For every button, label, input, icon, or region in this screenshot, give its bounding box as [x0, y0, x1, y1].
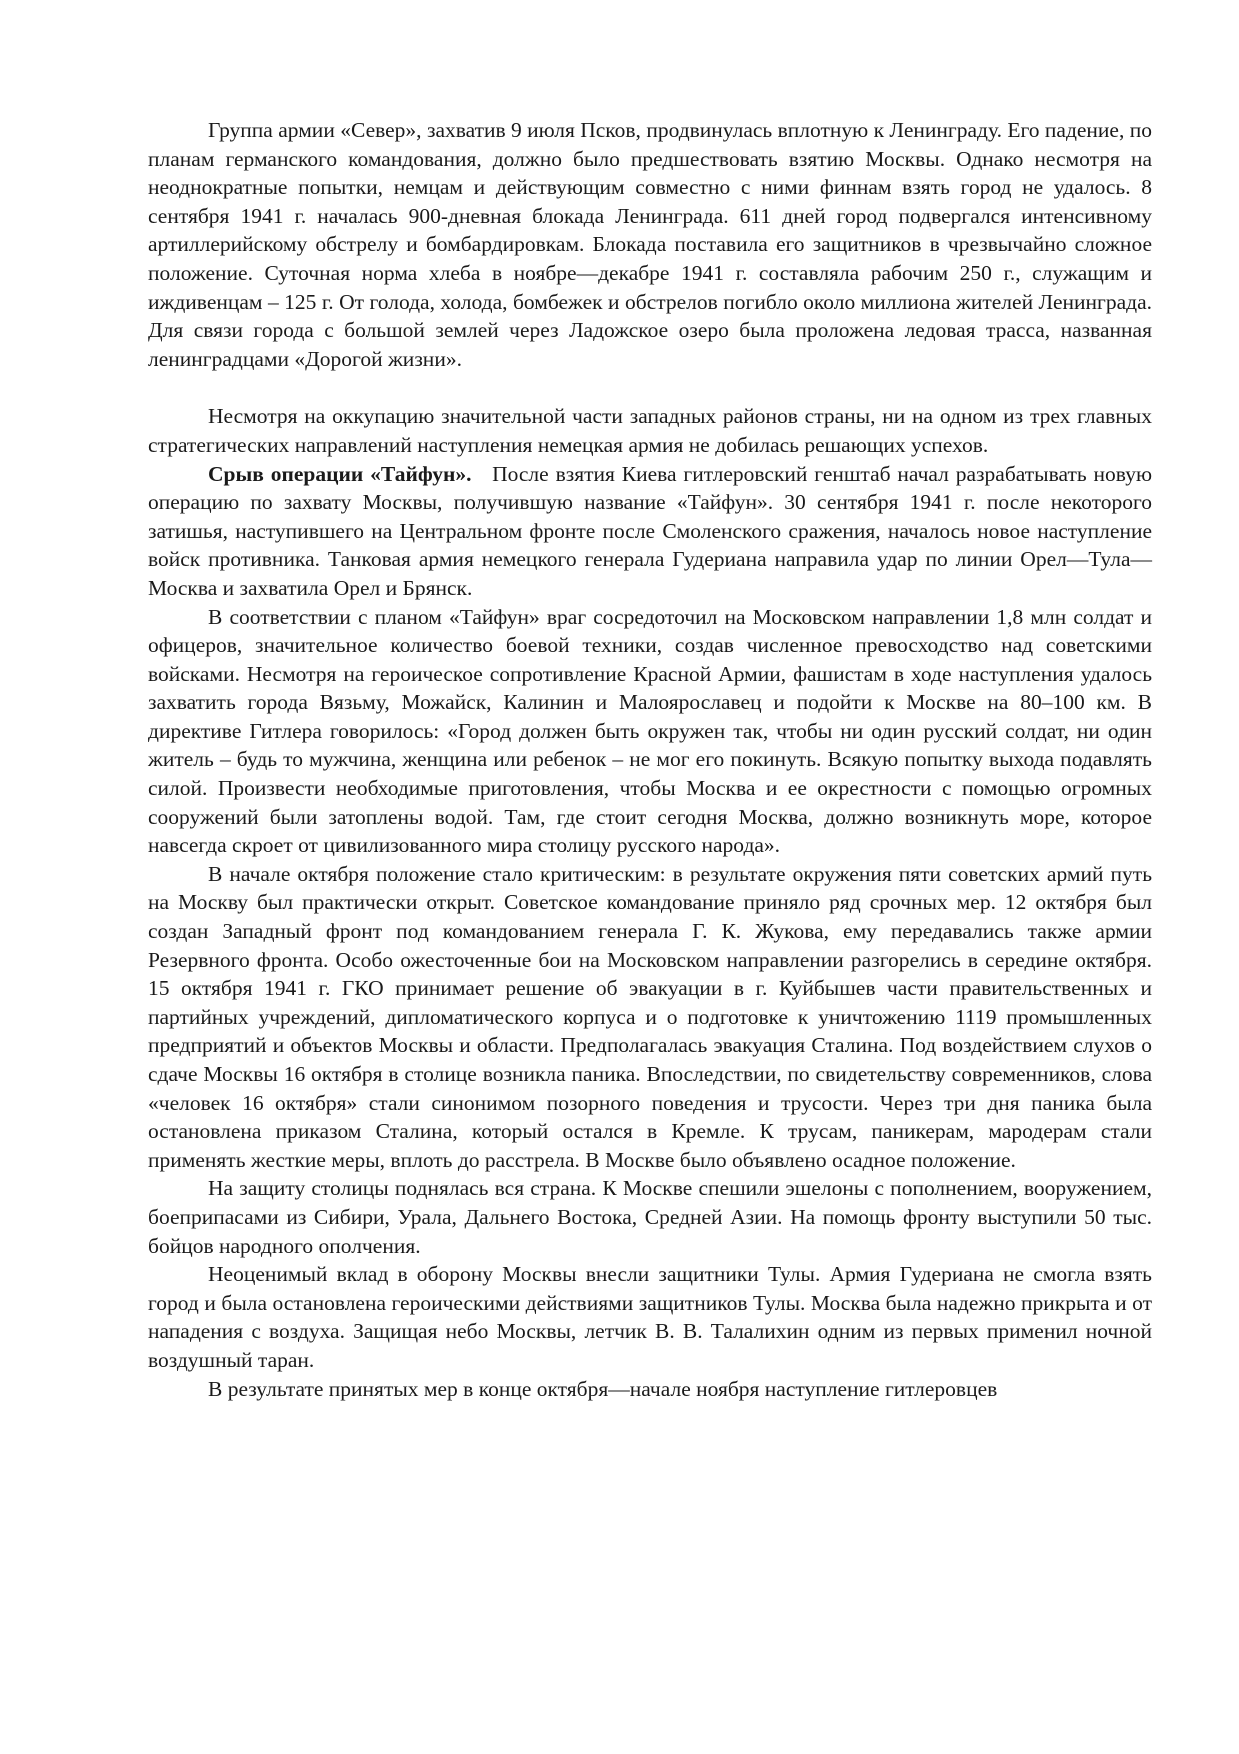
paragraph-strategic-directions: [148, 402, 1152, 459]
section-heading: Срыв операции «Тайфун».: [208, 461, 472, 486]
paragraph-text: После взятия Киева гитлеровский генштаб начал разрабатывать новую операцию по захвату Москвы, получившую название «Тайфун». 30 сентября 1941 г. после некоторого затишья, наступившего на Центральном фронте после Смоленского сражения, началось новое наступление войск противника. Танковая армия немецкого генерала Гудериана направила удар по линии Орел—Тула—Москва и захватила Орел и Брянск.: [148, 461, 1153, 600]
paragraph-leningrad-blockade: [148, 116, 1152, 373]
paragraph-typhoon-heading: [148, 460, 1152, 603]
paragraph-tula-defense: [148, 1260, 1152, 1374]
paragraph-country-defense: [148, 1174, 1152, 1260]
paragraph-typhoon-plan: [148, 603, 1152, 860]
paragraph-text: В соответствии с планом «Тайфун» враг сосредоточил на Московском направлении 1,8 млн солдат и офицеров, значительное количество боевой техники, создав численное превосходство над советскими войсками. Несмотря на героическое сопротивление Красной Армии, фашистам в ходе наступления удалось захватить города Вязьму, Можайск, Калинин и Малоярославец и подойти к Москве на 80–100 км. В директиве Гитлера говорилось: «Город должен быть окружен так, чтобы ни один русский солдат, ни один житель – будь то мужчина, женщина или ребенок – не мог его покинуть. Всякую попытку выхода подавлять силой. Произвести необходимые приготовления, чтобы Москва и ее окрестности с помощью огромных сооружений были затоплены водой. Там, где стоит сегодня Москва, должно возникнуть море, которое навсегда скроет от цивилизованного мира столицу русского народа».: [148, 604, 1152, 858]
paragraph-text: Группа армии «Север», захватив 9 июля Псков, продвинулась вплотную к Ленинграду. Его падение, по планам германского командования, должно было предшествовать взятию Москвы. Однако несмотря на неоднократные попытки, немцам и действующим совместно с ними финнам взять город не удалось. 8 сентября 1941 г. началась 900-дневная блокада Ленинграда. 611 дней город подвергался интенсивному артиллерийскому обстрелу и бомбардировкам. Блокада поставила его защитников в чрезвычайно сложное положение. Суточная норма хлеба в ноябре—декабре 1941 г. составляла рабочим 250 г., служащим и иждивенцам – 125 г. От голода, холода, бомбежек и обстрелов погибло около миллиона жителей Ленинграда. Для связи города с большой землей через Ладожское озеро была проложена ледовая трасса, названная ленинградцами «Дорогой жизни».: [148, 118, 1152, 371]
paragraph-text: В начале октября положение стало критическим: в результате окружения пяти советских армий путь на Москву был практически открыт. Советское командование приняло ряд срочных мер. 12 октября был создан Западный фронт под командованием генерала Г. К. Жукова, ему передавались также армии Резервного фронта. Особо ожесточенные бои на Московском направлении разгорелись в середине октября. 15 октября 1941 г. ГКО принимает решение об эвакуации в г. Куйбышев части правительственных и партийных учреждений, дипломатического корпуса и о подготовке к уничтожению 1119 промышленных предприятий и объектов Москвы и области. Предполагалась эвакуация Сталина. Под воздействием слухов о сдаче Москвы 16 октября в столице возникла паника. Впоследствии, по свидетельству современников, слова «человек 16 октября» стали синонимом позорного поведения и трусости. Через три дня паника была остановлена приказом Сталина, который остался в Кремле. К трусам, паникерам, мародерам стали применять жесткие меры, вплоть до расстрела. В Москве было объявлено осадное положение.: [148, 861, 1152, 1172]
paragraph-text: В результате принятых мер в конце октября—начале ноября наступление гитлеровцев: [208, 1376, 998, 1401]
paragraph-text: Несмотря на оккупацию значительной части западных районов страны, ни на одном из трех главных стратегических направлений наступления немецкая армия не добилась решающих успехов.: [148, 404, 1152, 457]
document-page: [148, 116, 1152, 1403]
paragraph-text: На защиту столицы поднялась вся страна. К Москве спешили эшелоны с пополнением, вооружением, боеприпасами из Сибири, Урала, Дальнего Востока, Средней Азии. На помощь фронту выступили 50 тыс. бойцов народного ополчения.: [148, 1176, 1152, 1258]
paragraph-results: [148, 1375, 1152, 1404]
paragraph-october-crisis: [148, 860, 1152, 1175]
paragraph-text: Неоценимый вклад в оборону Москвы внесли защитники Тулы. Армия Гудериана не смогла взять город и была остановлена героическими действиями защитников Тулы. Москва была надежно прикрыта и от нападения с воздуха. Защищая небо Москвы, летчик В. В. Талалихин одним из первых применил ночной воздушный таран.: [148, 1262, 1152, 1372]
